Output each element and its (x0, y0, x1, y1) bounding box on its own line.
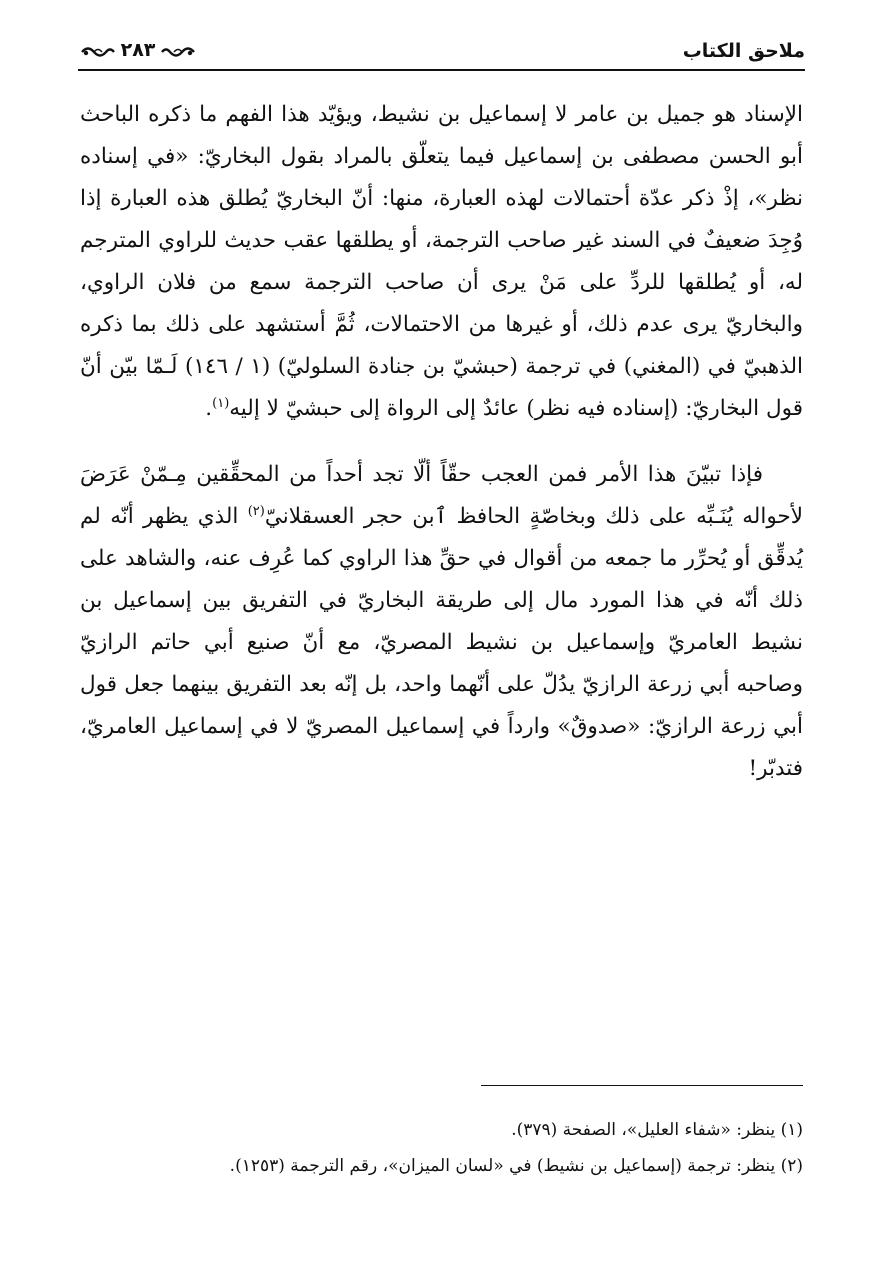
left-ornament-icon (80, 44, 116, 60)
footnote-separator (481, 1085, 803, 1086)
header-rule (78, 69, 805, 71)
footnote-2: (٢) ينظر: ترجمة (إسماعيل بن نشيط) في «لسان الميزان»، رقم الترجمة (١٢٥٣). (229, 1156, 803, 1176)
main-text (80, 94, 803, 790)
running-title: ملاحق الكتاب (682, 40, 805, 62)
paragraph-1-text: الإسناد هو جميل بن عامر لا إسماعيل بن نشيط، ويؤيّد هذا الفهم ما ذكره الباحث أبو الحسن مصطفى بن إسماعيل فيما يتعلّق بالمراد بقول البخاريّ: «في إسناده نظر»، إذْ ذكر عدّة أحتمالات لهذه العبارة، منها: أنّ البخاريّ يُطلق هذه العبارة إذا وُجِدَ ضعيفٌ في السند غير صاحب الترجمة، أو يطلقها عقب حديث للراوي المترجم له، أو يُطلقها للردِّ على مَنْ يرى أن صاحب الترجمة سمع من فلان الراوي، والبخاريّ يرى عدم ذلك، أو غيرها من الاحتمالات، ثُمَّ أستشهد على ذلك بما ذكره الذهبيّ في (المغني) في ترجمة (حبشيّ بن جنادة السلوليّ) (١ / ١٤٦) لَـمّا بيّن أنّ قول البخاريّ: (إسناده فيه نظر) عائدٌ إلى الرواة إلى حبشيّ لا إليه (80, 102, 803, 421)
paragraph-2-text-a: فإذا تبيّنَ هذا الأمر فمن العجب حقّاً ألّا تجد أحداً من المحقِّقين مِـمّنْ عَرَضَ لأحواله يُنَـبِّه على ذلك وبخاصّةٍ الحافظ ٱبن حجر العسقلانيّ (80, 462, 803, 529)
footnote-1: (١) ينظر: «شفاء العليل»، الصفحة (٣٧٩). (511, 1120, 803, 1140)
paragraph-2 (80, 454, 803, 790)
paragraph-1 (80, 94, 803, 430)
page-number: ٢٨٣ (120, 39, 156, 61)
page-header (78, 34, 805, 68)
paragraph-2-text-b: الذي يظهر أنّه لم يُدقِّق أو يُحرِّر ما جمعه من أقوال في حقِّ هذا الراوي كما عُرِف عنه، والشاهد على ذلك أنّه في هذا المورد مال إلى طريقة البخاريّ في التفريق بين إسماعيل بن نشيط العامريّ وإسماعيل بن نشيط المصريّ، مع أنّ صنيع أبي حاتم الرازيّ وصاحبه أبي زرعة الرازيّ يدُلّ على أنّهما واحد، بل إنّه بعد التفريق بينهما جعل قول أبي زرعة الرازيّ: «صدوقٌ» وارداً في إسماعيل المصريّ لا في إسماعيل العامريّ، فتدبّر! (80, 504, 803, 781)
right-ornament-icon (160, 44, 196, 60)
page-number-block (78, 36, 198, 66)
footnote-ref-2: (٢) (247, 503, 265, 519)
paragraph-1-end: . (205, 396, 213, 421)
footnote-ref-1: (١) (212, 395, 230, 411)
footnotes (80, 1112, 803, 1184)
